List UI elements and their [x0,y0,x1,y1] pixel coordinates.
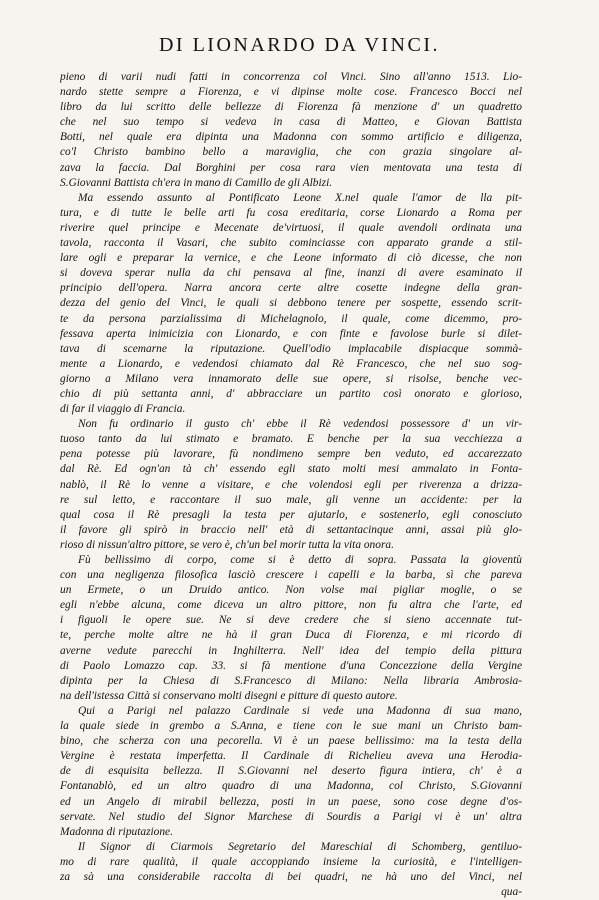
text-line: pieno di varii nudi fatti in concorrenza col Vinci. Sino all'anno 1513. Lio- [60,71,522,83]
text-line: qual cosa il Rè presagli la testa per ajutarlo, e sostenerlo, egli conosciuto [60,508,522,521]
text-line: che nel suo tempo si vedeva in casa di Matteo, e Giovan Battista [60,116,522,129]
text-line: za sà una considerabile raccolta di bei quadri, ne hà uno del Vinci, nel [60,870,522,883]
text-line: Ma essendo assunto al Pontificato Leone X.nel quale l'amor de lla pit- [78,191,522,204]
text-line: riverire quel principe e Mecenate de'virtuosi, il quale avendoli ordinata una [60,221,522,234]
text-line: te, perche molte altre ne hà il gran Duca di Fiorenza, e mi ricordo di [60,629,522,642]
text-line: di Paolo Lomazzo cap. 33. si fà mentione d'una Concezzione della Vergine [60,659,522,672]
text-line: Fù bellissimo di corpo, come si è detto di sopra. Passata la gioventù [78,554,522,566]
running-header: DI LIONARDO DA VINCI. [158,34,440,56]
text-line: Vergine è restata imperfetta. Il Cardinale di Richelieu aveva una Herodia- [60,750,522,763]
text-line: dipinta per la Chiesa di S.Francesco di Milano: Nella libraria Ambrosia- [60,674,522,687]
text-line: nablò, il Rè lo venne a visitare, e che volendosi egli per riverenza a drizza- [60,478,522,491]
text-line: ed un Angelo di mirabil bellezza, posti in un paese, sono cose degne d'os- [60,795,522,808]
text-line: tavola, racconta il Vasari, che subito cominciasse con apparato grande a stil- [60,237,522,250]
text-line: zava la faccia. Dal Borghini per cosa rara vien mentovata una testa di [60,161,522,174]
text-line: nardo stette sempre a Fiorenza, e vi dipinse molte cose. Francesco Bocci nel [60,86,522,99]
text-line: re sul letto, e raccontare il suo male, gli venne un accidente: per la [60,493,522,506]
text-line: il favore gli spirò in braccio nell' età di settantacinque anni, assai più glo- [60,523,522,536]
text-line: dezza del genio del Vinci, le quali si debbono tenere per sospette, essendo scrit- [60,297,522,310]
text-line: bino, che scherza con una pecorella. Vi è un paese bellissimo: ma la testa della [60,735,522,748]
text-line: libro da lui scritto delle bellezze di Fiorenza fà menzione d' un quadretto [60,101,522,114]
text-line: averne vedute parecchi in Inghilterra. Nell' idea del tempio della pittura [60,644,522,657]
text-line: mo di rare qualità, il quale accoppiando insieme la curiosità, e l'intelligen- [60,855,522,868]
text-line: servate. Nel studio del Signor Marchese di Sourdis a Parigi vi è un' altra [60,810,522,823]
text-line: pena potesse più lavorare, fù nondimeno sempre ben veduto, ed accarezzato [60,448,522,461]
body-text [60,70,522,900]
text-line: co'l Christo bambino bello a maraviglia, che con grazia singolare al- [60,146,522,159]
text-line: dal Rè. Ed ogn'an tà ch' essendo egli stato molti mesi ammalato in Fonta- [60,463,522,476]
text-line: fessava aperta inimicizia con Lionardo, e con finte e favolose burle si dilet- [60,327,522,340]
text-line: te da persona parzialissima di Michelagnolo, il quale, come dicemmo, pro- [60,312,522,325]
text-line: Madonna di riputazione. [60,825,173,838]
text-line: qua- [501,886,522,899]
text-line: tura, e di tutte le belle arti fu cosa ereditaria, corse Lionardo a Roma per [60,206,522,219]
text-line: Qui a Parigi nel palazzo Cardinale si vede una Madonna di sua mano, [78,704,522,717]
text-line: S.Giovanni Battista ch'era in mano di Camillo de gli Albizi. [60,176,333,189]
text-line: i figuoli le opere sue. Ne si deve credere che si sieno accennate tut- [60,614,522,627]
text-line: de di esquisita bellezza. Il S.Giovanni nel deserto figura intiera, ch' è a [60,765,522,778]
text-line: chio di più settanta anni, d' abbracciare un partito così onorato e glorioso, [60,387,522,400]
text-line: Fontanablò, ed un altro quadro di una Madonna, col Christo, S.Giovanni [60,780,522,793]
text-line: Il Signor di Ciarmois Segretario del Mareschial di Schomberg, gentiluo- [78,840,522,853]
text-line: principio dell'opera. Narra ancora certe altre cosette indegne della gran- [60,282,522,295]
text-line: mente a Lionardo, e vedendosi chiamato dal Rè Francesco, che nel suo sog- [60,357,522,370]
text-line: con una negligenza filosofica lasciò crescere i capelli e la barba, sì che pareva [60,569,522,582]
text-line: rioso di nissun'altro pittore, se vero è, ch'un bel morir tutta la vita onora. [60,538,394,551]
text-line: si doveva sperar nulla da chi pensava al fine, inanzi di avere esaminato il [60,267,522,280]
text-line: tuoso tanto da lui stimato e bramato. E benche per la sua vecchiezza a [60,433,522,446]
text-line: la quale siede in grembo a S.Anna, e tiene con le sue mani un Christo bam- [60,720,522,733]
text-line: egli n'ebbe alcuna, come diceva un altro pittore, non fu altra che l'arte, ed [60,599,522,612]
text-line: tava di scemarne la riputazione. Quell'odio implacabile dispiacque sommà- [60,342,522,355]
text-line: Non fu ordinario il gusto ch' ebbe il Rè vedendosi possessore d' un vir- [78,418,522,431]
text-line: un Ermete, o un Druido antico. Non volse mai pigliar moglie, o se [60,584,522,597]
text-line: giorno a Milano vera innamorato delle sue opere, si risolse, benche vec- [60,372,522,385]
text-line: lare ogli e preparar la vernice, e che Leone informato di ciò dicesse, che non [60,252,522,265]
text-line: di far il viaggio di Francia. [60,403,186,416]
text-line: Botti, nel quale era dipinta una Madonna con sommo artificio e diligenza, [60,131,522,144]
text-line: na dell'istessa Città si conservano molti disegni e pitture di questo autore. [60,689,398,702]
